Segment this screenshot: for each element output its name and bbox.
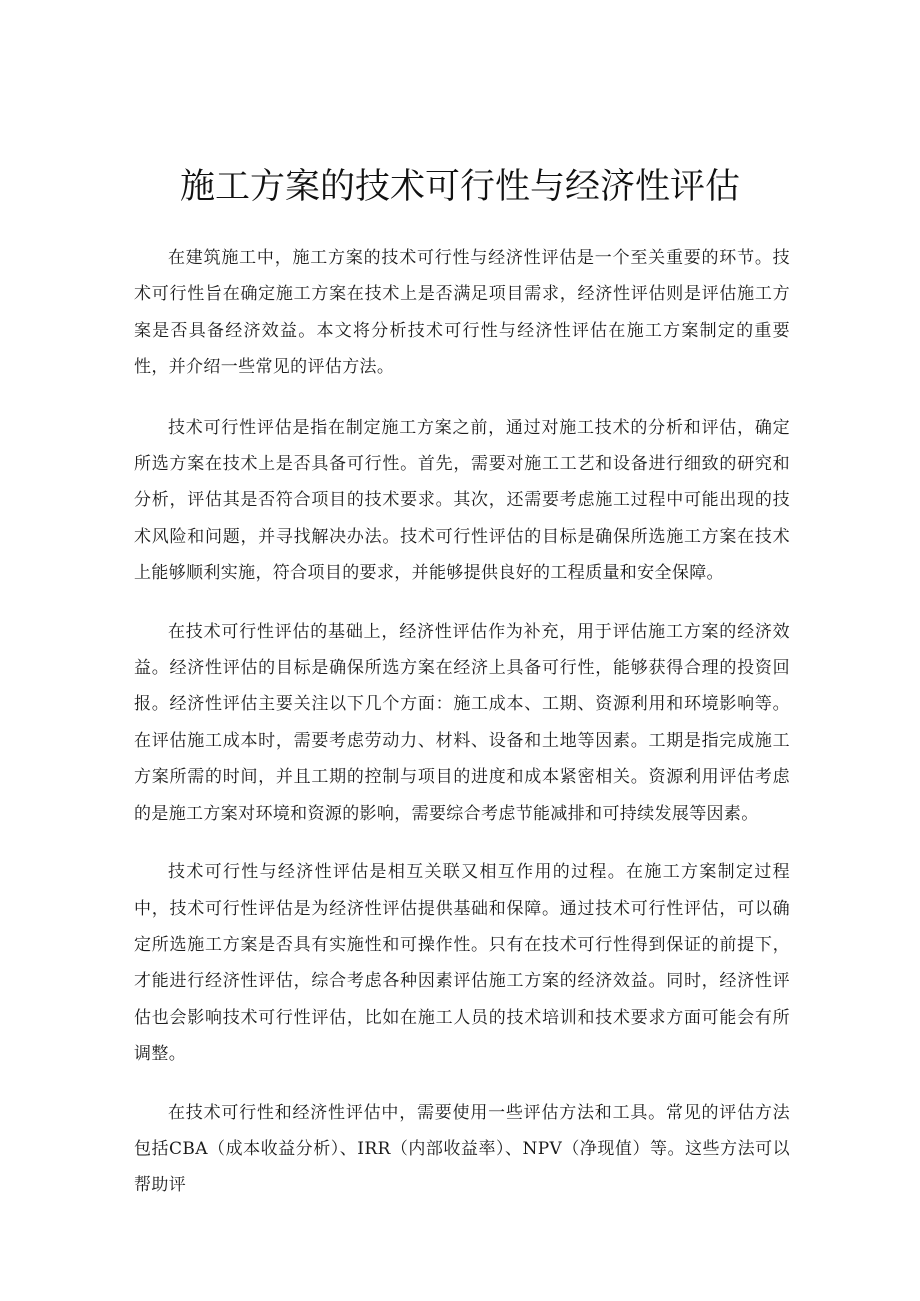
paragraph-1: 在建筑施工中，施工方案的技术可行性与经济性评估是一个至关重要的环节。技术可行性旨在确定施工方案在技术上是否满足项目需求，经济性评估则是评估施工方案是否具备经济效益。本文将分析技术可行性与经济性评估在施工方案制定的重要性，并介绍一些常见的评估方法。 [134,248,790,378]
document-body [134,240,790,1226]
paragraph-4: 技术可行性与经济性评估是相互关联又相互作用的过程。在施工方案制定过程中，技术可行性评估是为经济性评估提供基础和保障。通过技术可行性评估，可以确定所选施工方案是否具有实施性和可操作性。只有在技术可行性得到保证的前提下，才能进行经济性评估，综合考虑各种因素评估施工方案的经济效益。同时，经济性评估也会影响技术可行性评估，比如在施工人员的技术培训和技术要求方面可能会有所调整。 [134,862,790,1065]
paragraph-2: 技术可行性评估是指在制定施工方案之前，通过对施工技术的分析和评估，确定所选方案在技术上是否具备可行性。首先，需要对施工工艺和设备进行细致的研究和分析，评估其是否符合项目的技术要求。其次，还需要考虑施工过程中可能出现的技术风险和问题，并寻找解决办法。技术可行性评估的目标是确保所选施工方案在技术上能够顺利实施，符合项目的要求，并能够提供良好的工程质量和安全保障。 [134,417,790,584]
document-title: 施工方案的技术可行性与经济性评估 [179,167,740,207]
paragraph-3: 在技术可行性评估的基础上，经济性评估作为补充，用于评估施工方案的经济效益。经济性评估的目标是确保所选方案在经济上具备可行性，能够获得合理的投资回报。经济性评估主要关注以下几个方面：施工成本、工期、资源利用和环境影响等。在评估施工成本时，需要考虑劳动力、材料、设备和土地等因素。工期是指完成施工方案所需的时间，并且工期的控制与项目的进度和成本紧密相关。资源利用评估考虑的是施工方案对环境和资源的影响，需要综合考虑节能减排和可持续发展等因素。 [134,621,790,824]
paragraph-5: 在技术可行性和经济性评估中，需要使用一些评估方法和工具。常见的评估方法包括CBA（成本收益分析）、IRR（内部收益率）、NPV（净现值）等。这些方法可以帮助评 [134,1102,790,1196]
